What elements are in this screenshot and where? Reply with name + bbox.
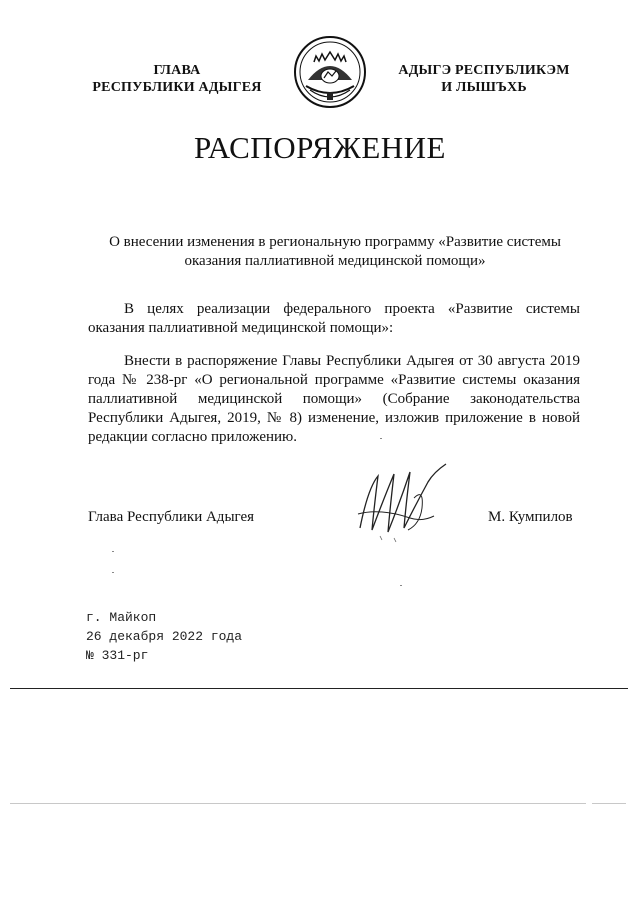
coat-of-arms-icon (292, 34, 368, 112)
document-number: № 331-рг (86, 648, 149, 663)
subject-line2: оказания паллиативной медицинской помощи» (184, 253, 486, 269)
scan-speck (112, 572, 114, 573)
body-paragraph-1: В целях реализации федерального проекта «Развитие системы оказания паллиативной медицинской помощи»: (88, 301, 580, 336)
handwritten-signature (350, 458, 470, 548)
signatory-position: Глава Республики Адыгея (88, 509, 255, 525)
scan-speck (112, 551, 114, 552)
scan-speck (380, 438, 382, 439)
document-subject (90, 233, 580, 271)
header-right (384, 62, 584, 96)
document-title: РАСПОРЯЖЕНИЕ (194, 130, 446, 165)
header-left (84, 62, 270, 96)
header-right-line1: АДЫГЭ РЕСПУБЛИКЭМ (398, 63, 570, 78)
document-place: г. Майкоп (86, 610, 157, 625)
scan-speck (400, 585, 402, 586)
header-left-line2: РЕСПУБЛИКИ АДЫГЕЯ (92, 80, 262, 95)
document-date: 26 декабря 2022 года (86, 629, 243, 644)
header-left-line1: ГЛАВА (153, 63, 201, 78)
subject-line1: О внесении изменения в региональную программу «Развитие системы (109, 234, 561, 250)
divider-line (10, 688, 628, 689)
signatory-name: М. Кумпилов (488, 509, 573, 525)
body-paragraph-2: Внести в распоряжение Главы Республики Адыгея от 30 августа 2019 года № 238-рг «О региональной программе «Развитие системы оказания паллиативной медицинской помощи» (Собрание законодательства Республики Адыгея, 2019, № 8) изменение, изложив приложение в новой редакции согласно приложению. (88, 353, 580, 445)
divider-line-faint (10, 803, 586, 804)
header-right-line2: И ЛЫШЪХЬ (441, 80, 527, 95)
divider-line-faint-short (592, 803, 626, 804)
